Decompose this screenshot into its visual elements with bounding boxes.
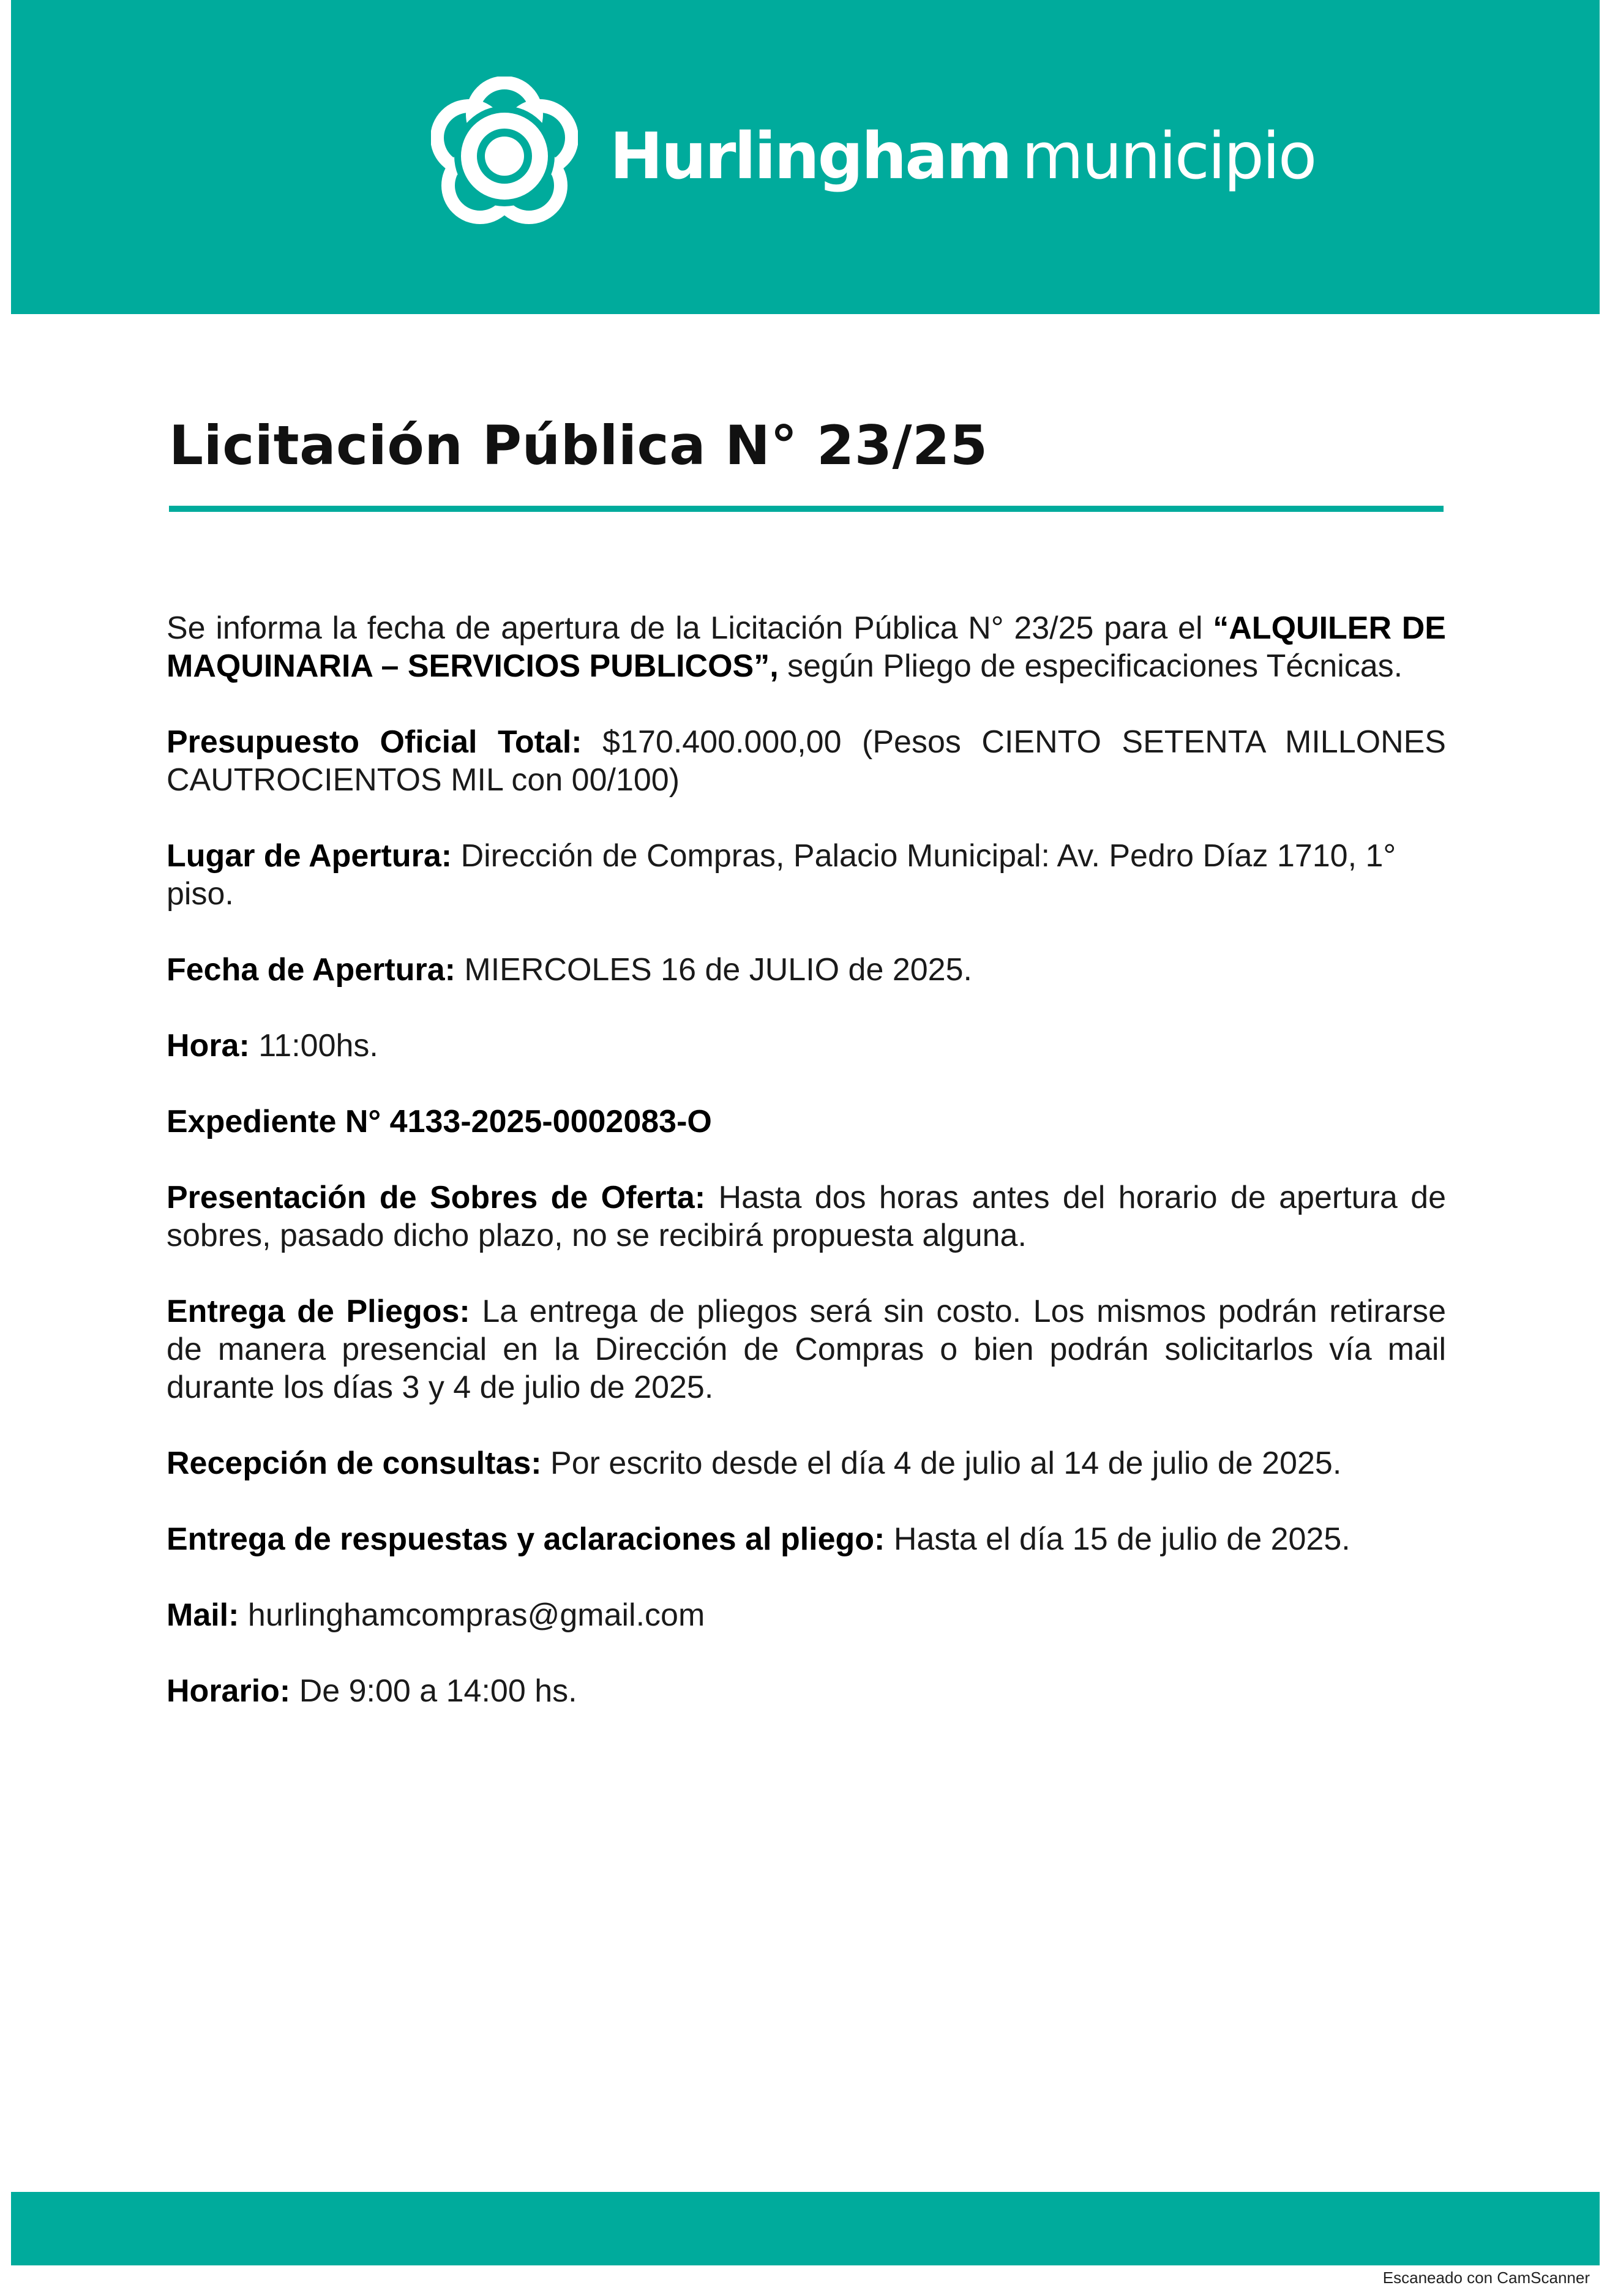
hora-label: Hora: (167, 1028, 250, 1064)
mail-value: hurlinghamcompras@gmail.com (239, 1597, 705, 1633)
hora-paragraph (167, 1027, 1446, 1065)
consultas-label: Recepción de consultas: (167, 1446, 542, 1481)
horario-paragraph (167, 1672, 1446, 1710)
intro-paragraph (167, 609, 1446, 685)
mail-label: Mail: (167, 1597, 239, 1633)
respuestas-paragraph (167, 1520, 1446, 1558)
presupuesto-paragraph (167, 723, 1446, 799)
logo-brand: Hurlingham (610, 119, 1011, 193)
scan-watermark: Escaneado con CamScanner (1382, 2268, 1590, 2287)
logo-wordmark (610, 119, 1316, 193)
expediente-label: Expediente N° 4133-2025-0002083-O (167, 1104, 712, 1139)
flower-icon (431, 77, 578, 236)
footer-band (11, 2192, 1600, 2265)
entrega-pliegos-paragraph (167, 1292, 1446, 1406)
municipality-logo (431, 77, 1315, 236)
header-band (11, 0, 1600, 314)
lugar-paragraph (167, 837, 1446, 913)
fecha-paragraph (167, 951, 1446, 989)
fecha-value: MIERCOLES 16 de JULIO de 2025. (455, 952, 972, 988)
intro-text-after: según Pliego de especificaciones Técnicas. (778, 648, 1403, 684)
presupuesto-label: Presupuesto Oficial Total: (167, 724, 582, 760)
title-divider (169, 506, 1444, 512)
consultas-paragraph (167, 1444, 1446, 1482)
intro-text-before: Se informa la fecha de apertura de la Licitación Pública N° 23/25 para el (167, 610, 1213, 646)
respuestas-value: Hasta el día 15 de julio de 2025. (885, 1521, 1350, 1557)
consultas-value: Por escrito desde el día 4 de julio al 14 de julio de 2025. (541, 1446, 1342, 1481)
presentacion-value: Hasta dos horas antes del horario de apertura de sobres, pasado dicho plazo, no se recibirá propuesta alguna. (167, 1180, 1446, 1253)
entrega-pliegos-value: La entrega de pliegos será sin costo. Los mismos podrán retirarse de manera presencial en la Dirección de Compras o bien podrán solicitarlos vía mail durante los días 3 y 4 de julio de 2025. (167, 1294, 1446, 1405)
page-title: Licitación Pública N° 23/25 (169, 414, 988, 477)
presupuesto-value: $170.400.000,00 (Pesos CIENTO SETENTA MILLONES CAUTROCIENTOS MIL con 00/100) (167, 724, 1446, 798)
lugar-value: Dirección de Compras, Palacio Municipal: Av. Pedro Díaz 1710, 1° piso. (167, 838, 1396, 912)
fecha-label: Fecha de Apertura: (167, 952, 455, 988)
hora-value: 11:00hs. (249, 1028, 378, 1064)
logo-subtitle: municipio (1021, 119, 1316, 193)
horario-value: De 9:00 a 14:00 hs. (290, 1673, 577, 1709)
entrega-pliegos-label: Entrega de Pliegos: (167, 1294, 470, 1329)
presentacion-paragraph (167, 1179, 1446, 1255)
horario-label: Horario: (167, 1673, 291, 1709)
intro-bold-text: “ALQUILER DE MAQUINARIA – SERVICIOS PUBLICOS”, (167, 610, 1446, 684)
expediente-paragraph (167, 1103, 1446, 1141)
presentacion-label: Presentación de Sobres de Oferta: (167, 1180, 706, 1215)
lugar-label: Lugar de Apertura: (167, 838, 452, 874)
mail-paragraph (167, 1596, 1446, 1634)
document-body (167, 609, 1446, 1748)
respuestas-label: Entrega de respuestas y aclaraciones al pliego: (167, 1521, 885, 1557)
